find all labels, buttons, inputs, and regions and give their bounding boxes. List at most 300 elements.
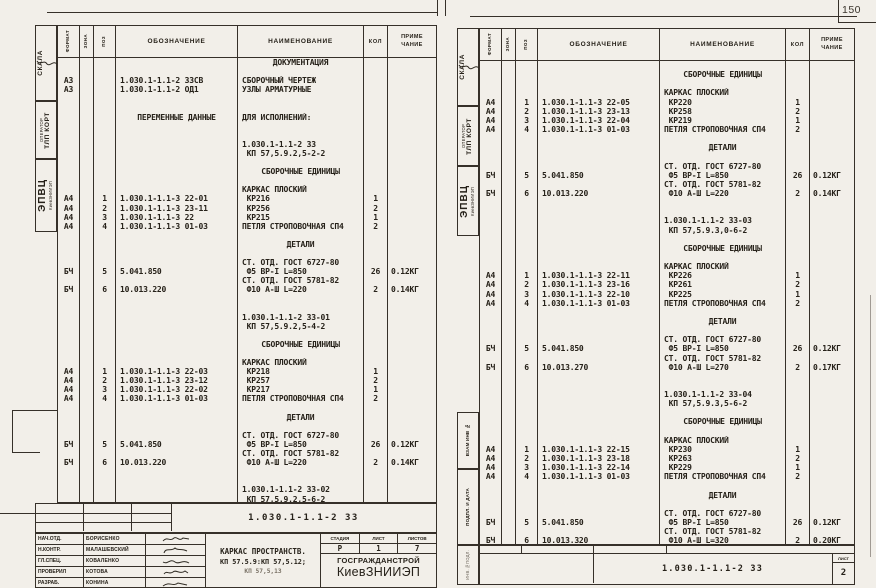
table-cell: 1 — [516, 271, 538, 280]
table-cell: 26 — [786, 171, 810, 180]
table-cell: ДЕТАЛИ — [660, 491, 786, 500]
table-cell — [502, 354, 516, 363]
table-cell — [388, 294, 436, 303]
table-cell — [94, 258, 116, 267]
staff-role: НАЧ.ОТД. — [36, 534, 84, 544]
table-row — [480, 79, 854, 88]
table-cell — [786, 216, 810, 225]
table-cell — [388, 304, 436, 313]
table-cell — [810, 299, 854, 308]
staff-signature — [146, 578, 205, 588]
table-cell — [116, 476, 238, 485]
table-cell — [538, 408, 660, 417]
sheet-value: 1 — [360, 544, 399, 553]
table-cell — [364, 322, 388, 331]
table-cell: СБОРОЧНЫЕ ЕДИНИЦЫ — [660, 244, 786, 253]
table-cell — [660, 427, 786, 436]
table-cell: 0.20КГ — [813, 536, 841, 544]
table-cell — [786, 481, 810, 490]
table-row — [480, 207, 854, 216]
table-cell: 10.013.320 — [538, 536, 660, 544]
table-cell — [388, 58, 436, 67]
table-cell: 6 — [94, 285, 116, 294]
table-cell — [364, 449, 388, 458]
table-cell — [388, 340, 436, 349]
table-cell: 3 — [516, 116, 538, 125]
col-zone: ЗОНА — [83, 34, 89, 49]
table-cell — [516, 162, 538, 171]
table-cell — [538, 427, 660, 436]
table-cell — [80, 495, 94, 503]
table-row — [58, 267, 436, 276]
drawing-title — [206, 534, 321, 587]
table-cell: 1 — [786, 98, 810, 107]
table-cell: 1.030.1-1.1-3 22-03 — [116, 367, 238, 376]
table-cell — [516, 326, 538, 335]
document-designation: 1.030.1-1.1-2 33 — [248, 513, 359, 523]
table-row — [58, 358, 436, 367]
table-cell: КР230 — [660, 445, 786, 454]
right-spec-table — [479, 28, 855, 545]
table-cell — [238, 422, 364, 431]
stamp-operator-small: ОПЕРАТОР — [461, 123, 467, 149]
col-qty: КОЛ — [364, 26, 388, 57]
table-cell: 2 — [364, 376, 388, 385]
table-cell — [786, 381, 810, 390]
table-cell — [80, 440, 94, 449]
table-cell — [786, 152, 810, 161]
table-cell — [538, 79, 660, 88]
table-cell — [116, 485, 238, 494]
table-row — [58, 258, 436, 267]
table-cell — [810, 372, 854, 381]
table-row — [58, 449, 436, 458]
table-cell: 3 — [516, 290, 538, 299]
table-cell: 1 — [786, 463, 810, 472]
table-cell: 5 — [516, 171, 538, 180]
table-cell: 1 — [786, 290, 810, 299]
table-cell — [502, 390, 516, 399]
table-cell: А4 — [480, 271, 502, 280]
table-cell: 2 — [516, 454, 538, 463]
stamp-org-box — [457, 166, 479, 236]
table-cell — [660, 326, 786, 335]
table-cell — [80, 376, 94, 385]
table-cell — [786, 143, 810, 152]
table-cell: 10.013.270 — [538, 363, 660, 372]
table-cell — [80, 176, 94, 185]
table-row — [480, 88, 854, 97]
right-page-top-border — [470, 16, 857, 17]
table-cell — [810, 481, 854, 490]
table-row — [480, 290, 854, 299]
margin-bracket — [12, 452, 40, 453]
table-cell: 2 — [786, 280, 810, 289]
table-cell — [516, 79, 538, 88]
table-row — [480, 326, 854, 335]
table-cell — [810, 491, 854, 500]
table-cell — [94, 313, 116, 322]
stage-value: Р — [321, 544, 360, 553]
spine-line — [437, 0, 438, 16]
table-cell — [364, 331, 388, 340]
table-cell — [810, 445, 854, 454]
table-cell — [94, 322, 116, 331]
table-cell — [538, 88, 660, 97]
table-cell — [388, 176, 436, 185]
table-cell: Ф5 ВР-I L=850 — [660, 344, 786, 353]
table-cell — [364, 413, 388, 422]
table-cell: 5.041.850 — [116, 440, 238, 449]
table-cell — [388, 85, 436, 94]
table-cell: БЧ — [480, 171, 502, 180]
table-cell — [480, 235, 502, 244]
table-cell: Ф10 А-Ш L=270 — [660, 363, 786, 372]
table-cell: 2 — [786, 536, 810, 544]
table-cell — [58, 185, 80, 194]
table-cell: 0.12КГ — [813, 170, 841, 180]
table-cell — [786, 354, 810, 363]
table-cell: ПЕТЛЯ СТРОПОВОЧНАЯ СП4 — [660, 299, 786, 308]
table-cell — [516, 481, 538, 490]
table-cell: 1.030.1-1.1-3 22-14 — [538, 463, 660, 472]
table-cell — [502, 463, 516, 472]
table-cell: Ф10 А-Ш L=220 — [660, 189, 786, 198]
left-table-body — [58, 58, 436, 502]
table-cell — [786, 317, 810, 326]
table-cell — [116, 231, 238, 240]
table-cell — [238, 67, 364, 76]
table-cell: А4 — [480, 98, 502, 107]
table-cell: КП 57,5.9.2,5-4-2 — [238, 322, 364, 331]
table-cell — [388, 367, 436, 376]
table-cell: СБОРОЧНЫЕ ЕДИНИЦЫ — [660, 70, 786, 79]
table-cell — [80, 204, 94, 213]
table-row — [58, 149, 436, 158]
table-cell: А4 — [480, 445, 502, 454]
table-row — [480, 180, 854, 189]
table-cell: БЧ — [480, 363, 502, 372]
table-cell: СТ. ОТД. ГОСТ 5781-82 — [238, 276, 364, 285]
table-cell — [480, 509, 502, 518]
table-cell: А4 — [480, 472, 502, 481]
table-cell — [786, 207, 810, 216]
table-cell — [516, 390, 538, 399]
table-cell — [364, 94, 388, 103]
table-cell — [238, 122, 364, 131]
table-cell: 4 — [516, 472, 538, 481]
table-cell — [810, 280, 854, 289]
table-row — [58, 349, 436, 358]
table-cell: 2 — [364, 285, 388, 294]
table-cell: 2 — [786, 299, 810, 308]
staff-role: ПРОВЕРИЛ — [36, 567, 84, 577]
table-row — [480, 399, 854, 408]
document-designation: 1.030.1-1.1-2 33 — [661, 564, 764, 574]
table-row — [480, 198, 854, 207]
table-cell — [810, 162, 854, 171]
table-cell — [364, 85, 388, 94]
table-cell — [502, 134, 516, 143]
col-designation: ОБОЗНАЧЕНИЕ — [538, 29, 660, 60]
table-row — [58, 222, 436, 231]
table-cell — [538, 381, 660, 390]
stage-label: СТАДИЯ — [321, 534, 360, 543]
table-row — [480, 271, 854, 280]
table-cell — [388, 413, 436, 422]
table-cell — [786, 253, 810, 262]
table-cell — [660, 408, 786, 417]
right-table-body — [480, 61, 854, 544]
table-cell — [502, 79, 516, 88]
table-cell — [238, 304, 364, 313]
table-cell — [94, 131, 116, 140]
table-cell — [502, 308, 516, 317]
table-row — [58, 376, 436, 385]
table-cell — [660, 481, 786, 490]
table-cell: 1.030.1-1.1-2 33СВ — [116, 76, 238, 85]
table-cell — [388, 349, 436, 358]
table-cell: 1.030.1-1.1-2 ОД1 — [116, 85, 238, 94]
table-row — [58, 495, 436, 503]
stamp-podp-box — [457, 469, 479, 545]
table-cell — [364, 358, 388, 367]
table-cell: КР256 — [238, 204, 364, 213]
table-cell — [502, 381, 516, 390]
table-cell — [58, 485, 80, 494]
stamp-operator-box — [35, 101, 57, 159]
table-cell: 1.030.1-1.1-2 33-03 — [660, 216, 786, 225]
table-cell — [786, 198, 810, 207]
table-cell — [80, 67, 94, 76]
table-cell — [502, 299, 516, 308]
table-cell — [58, 304, 80, 313]
table-cell — [58, 258, 80, 267]
table-cell: ПЕТЛЯ СТРОПОВОЧНАЯ СП4 — [660, 125, 786, 134]
table-cell: СТ. ОТД. ГОСТ 6727-80 — [238, 431, 364, 440]
scan-edge-line — [870, 295, 871, 557]
table-cell — [94, 449, 116, 458]
table-cell — [502, 326, 516, 335]
table-cell — [538, 527, 660, 536]
table-row — [480, 381, 854, 390]
table-cell: КР257 — [238, 376, 364, 385]
table-cell — [58, 331, 80, 340]
table-cell: 0.14КГ — [813, 188, 841, 198]
table-cell — [538, 162, 660, 171]
table-cell: А4 — [480, 454, 502, 463]
table-cell: КР219 — [660, 116, 786, 125]
table-cell: 1.030.1-1.1-3 23-12 — [116, 376, 238, 385]
table-cell — [80, 367, 94, 376]
table-cell — [538, 326, 660, 335]
table-cell — [364, 313, 388, 322]
table-cell — [810, 463, 854, 472]
table-row — [480, 335, 854, 344]
table-cell — [810, 509, 854, 518]
table-cell: КР226 — [660, 271, 786, 280]
stamp-org-small: КиевЗНИИЭП — [48, 181, 54, 210]
table-cell: 1.030.1-1.1-2 33-02 — [238, 485, 364, 494]
table-cell — [480, 390, 502, 399]
table-cell — [480, 216, 502, 225]
table-cell — [516, 180, 538, 189]
table-cell — [364, 113, 388, 122]
table-cell — [388, 194, 436, 203]
table-cell — [516, 335, 538, 344]
table-cell: КР216 — [238, 194, 364, 203]
table-cell — [364, 249, 388, 258]
table-cell — [238, 467, 364, 476]
table-cell — [116, 304, 238, 313]
table-cell — [480, 354, 502, 363]
table-cell: 1 — [786, 271, 810, 280]
table-cell — [116, 185, 238, 194]
table-cell — [480, 326, 502, 335]
table-cell — [94, 294, 116, 303]
table-cell — [388, 249, 436, 258]
table-cell — [364, 294, 388, 303]
table-cell: 1.030.1-1.1-2 33 — [238, 140, 364, 149]
table-cell — [94, 340, 116, 349]
staff-name: КОТОВА — [84, 567, 146, 577]
table-cell — [388, 376, 436, 385]
left-title-block — [35, 533, 437, 588]
table-row — [58, 331, 436, 340]
table-cell: 1 — [364, 367, 388, 376]
table-row — [58, 204, 436, 213]
table-cell: 1 — [364, 194, 388, 203]
table-cell — [786, 70, 810, 79]
table-cell — [116, 276, 238, 285]
table-row — [58, 276, 436, 285]
table-cell — [538, 180, 660, 189]
page-number: 150 — [842, 4, 862, 16]
table-cell: КП 57,5.9.2,5-6-2 — [238, 495, 364, 503]
table-cell: 4 — [94, 394, 116, 403]
table-cell — [116, 131, 238, 140]
table-cell: 26 — [364, 267, 388, 276]
titleblock-line — [83, 504, 84, 531]
table-cell — [480, 408, 502, 417]
table-cell — [516, 207, 538, 216]
table-cell — [388, 222, 436, 231]
table-cell: ДОКУМЕНТАЦИЯ — [238, 58, 364, 67]
table-cell — [516, 399, 538, 408]
table-cell: 1.030.1-1.1-3 01-03 — [538, 299, 660, 308]
table-cell — [364, 176, 388, 185]
table-cell: КР218 — [238, 367, 364, 376]
table-cell — [502, 408, 516, 417]
table-cell — [538, 152, 660, 161]
table-cell: БЧ — [58, 285, 80, 294]
table-cell: 10.013.220 — [538, 189, 660, 198]
table-cell — [810, 253, 854, 262]
col-format: ФОРМАТ — [487, 33, 493, 56]
table-cell: 2 — [364, 222, 388, 231]
table-cell — [94, 413, 116, 422]
table-cell: КАРКАС ПЛОСКИЙ — [660, 262, 786, 271]
table-cell — [80, 413, 94, 422]
table-cell: 1.030.1-1.1-3 22-04 — [538, 116, 660, 125]
table-cell — [810, 244, 854, 253]
table-cell — [810, 226, 854, 235]
table-row — [58, 313, 436, 322]
staff-row — [36, 556, 205, 567]
table-cell — [116, 249, 238, 258]
table-row — [58, 322, 436, 331]
table-cell — [364, 340, 388, 349]
table-cell — [94, 185, 116, 194]
table-cell — [58, 467, 80, 476]
table-cell — [538, 354, 660, 363]
table-row — [480, 253, 854, 262]
table-cell: 0.12КГ — [813, 344, 841, 354]
table-cell — [538, 207, 660, 216]
table-cell — [786, 372, 810, 381]
table-cell — [116, 67, 238, 76]
table-cell — [786, 235, 810, 244]
table-cell — [94, 58, 116, 67]
table-cell — [80, 467, 94, 476]
table-cell: 1 — [516, 445, 538, 454]
table-cell: 5.041.850 — [116, 267, 238, 276]
table-cell — [786, 226, 810, 235]
table-cell — [94, 158, 116, 167]
table-cell: КР261 — [660, 280, 786, 289]
table-cell — [810, 98, 854, 107]
table-cell — [388, 113, 436, 122]
table-cell — [810, 317, 854, 326]
table-cell — [502, 317, 516, 326]
drawing-title-line2: КП 57.5.9:КП 57,5.12; — [220, 557, 306, 566]
table-cell — [80, 385, 94, 394]
table-cell — [516, 491, 538, 500]
table-cell — [58, 413, 80, 422]
table-cell: 10.013.220 — [116, 285, 238, 294]
table-cell — [480, 180, 502, 189]
table-cell — [810, 427, 854, 436]
table-cell — [502, 344, 516, 353]
right-footer-top-strip — [480, 546, 854, 554]
table-cell: СТ. ОТД. ГОСТ 5781-82 — [660, 180, 786, 189]
table-cell: Ф5 ВР-I L=850 — [660, 171, 786, 180]
table-cell — [364, 467, 388, 476]
table-cell — [388, 103, 436, 112]
staff-row — [36, 534, 205, 545]
table-row — [480, 162, 854, 171]
table-cell — [58, 240, 80, 249]
table-cell — [58, 358, 80, 367]
table-cell — [58, 167, 80, 176]
col-format: ФОРМАТ — [65, 30, 71, 53]
table-cell: А4 — [480, 290, 502, 299]
left-table-header — [58, 26, 436, 58]
table-cell — [364, 58, 388, 67]
table-cell: 1.030.1-1.1-3 22-15 — [538, 445, 660, 454]
table-cell — [502, 436, 516, 445]
table-cell — [94, 249, 116, 258]
table-cell — [116, 413, 238, 422]
table-cell — [538, 61, 660, 70]
table-cell — [810, 88, 854, 97]
table-cell — [502, 491, 516, 500]
table-cell — [364, 149, 388, 158]
table-cell — [660, 79, 786, 88]
table-cell — [538, 143, 660, 152]
staff-role: Н.КОНТР. — [36, 545, 84, 555]
table-cell — [516, 61, 538, 70]
